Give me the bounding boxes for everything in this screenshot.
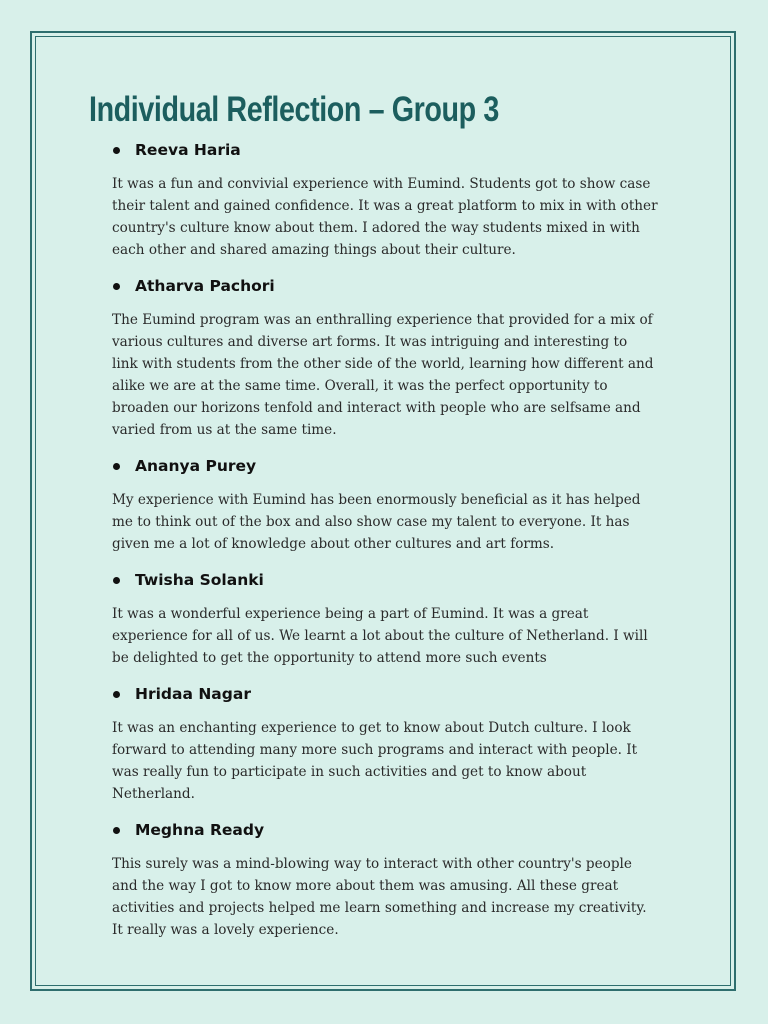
reflection-text — [112, 853, 692, 941]
bullet-icon — [113, 691, 120, 698]
name-row — [112, 567, 692, 593]
entry-spacer — [112, 805, 692, 817]
reflection-line: activities and projects helped me learn something and increase my creativity. — [112, 900, 647, 916]
page-title: Individual Reflection – Group 3 — [89, 90, 499, 129]
student-name: Meghna Ready — [135, 821, 265, 839]
reflection-line: The Eumind program was an enthralling experience that provided for a mix of — [112, 312, 653, 328]
bullet-icon — [113, 577, 120, 584]
reflection-entry — [112, 273, 692, 441]
entry-spacer — [112, 669, 692, 681]
reflection-text — [112, 309, 692, 441]
reflection-entry — [112, 681, 692, 805]
student-name: Reeva Haria — [135, 141, 241, 159]
reflection-text — [112, 489, 692, 555]
reflection-line: their talent and gained confidence. It was a great platform to mix in with other — [112, 198, 658, 214]
student-name: Atharva Pachori — [135, 277, 275, 295]
bullet-icon — [113, 827, 120, 834]
reflection-line: It was an enchanting experience to get to know about Dutch culture. I look — [112, 720, 631, 736]
entry-spacer — [112, 261, 692, 273]
reflection-line: alike we are at the same time. Overall, it was the perfect opportunity to — [112, 378, 608, 394]
reflection-line: and the way I got to know more about them was amusing. All these great — [112, 878, 619, 894]
bullet-icon — [113, 463, 120, 470]
reflection-entry — [112, 567, 692, 669]
student-name: Hridaa Nagar — [135, 685, 251, 703]
reflection-line: given me a lot of knowledge about other cultures and art forms. — [112, 536, 555, 552]
reflection-line: Netherland. — [112, 786, 195, 802]
reflection-line: My experience with Eumind has been enormously beneficial as it has helped — [112, 492, 641, 508]
name-row — [112, 453, 692, 479]
reflection-line: was really fun to participate in such activities and get to know about — [112, 764, 587, 780]
reflection-line: country's culture know about them. I adored the way students mixed in with — [112, 220, 640, 236]
reflection-line: varied from us at the same time. — [112, 422, 337, 438]
reflection-line: link with students from the other side of the world, learning how different and — [112, 356, 654, 372]
reflection-text — [112, 173, 692, 261]
reflection-entry — [112, 137, 692, 261]
name-row — [112, 273, 692, 299]
reflection-line: be delighted to get the opportunity to attend more such events — [112, 650, 547, 666]
bullet-icon — [113, 283, 120, 290]
reflection-line: This surely was a mind-blowing way to interact with other country's people — [112, 856, 632, 872]
reflection-line: It really was a lovely experience. — [112, 922, 339, 938]
reflection-line: It was a fun and convivial experience with Eumind. Students got to show case — [112, 176, 651, 192]
reflection-line: various cultures and diverse art forms. It was intriguing and interesting to — [112, 334, 628, 350]
reflection-entry — [112, 817, 692, 941]
student-name: Twisha Solanki — [135, 571, 264, 589]
entry-spacer — [112, 555, 692, 567]
reflection-text — [112, 717, 692, 805]
reflection-line: broaden our horizons tenfold and interact with people who are selfsame and — [112, 400, 641, 416]
student-name: Ananya Purey — [135, 457, 257, 475]
reflection-line: each other and shared amazing things about their culture. — [112, 242, 516, 258]
reflection-line: experience for all of us. We learnt a lot about the culture of Netherland. I will — [112, 628, 648, 644]
name-row — [112, 681, 692, 707]
name-row — [112, 817, 692, 843]
bullet-icon — [113, 147, 120, 154]
reflection-line: me to think out of the box and also show case my talent to everyone. It has — [112, 514, 630, 530]
reflection-entry — [112, 453, 692, 555]
reflection-line: It was a wonderful experience being a part of Eumind. It was a great — [112, 606, 589, 622]
reflection-line: forward to attending many more such programs and interact with people. It — [112, 742, 638, 758]
reflection-list — [112, 137, 692, 941]
name-row — [112, 137, 692, 163]
entry-spacer — [112, 441, 692, 453]
reflection-text — [112, 603, 692, 669]
